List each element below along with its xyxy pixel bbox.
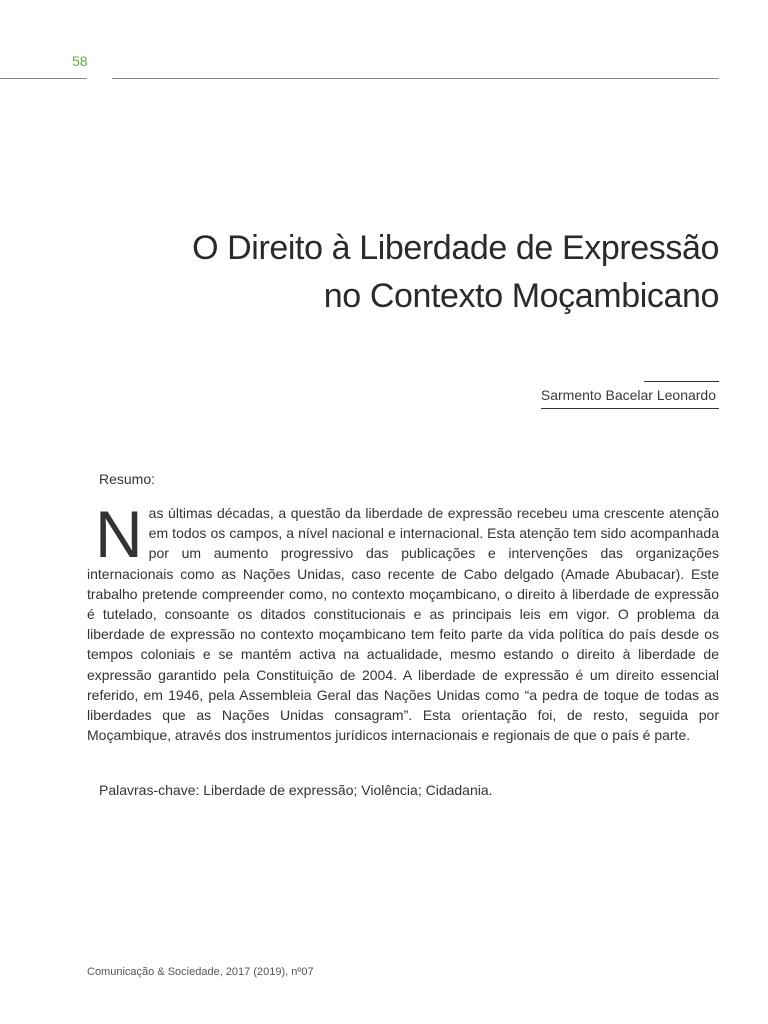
header-rule-left — [0, 78, 87, 79]
author-rule-bottom — [541, 408, 719, 409]
page-number: 58 — [72, 53, 88, 69]
article-title-line-2: no Contexto Moçambicano — [323, 277, 719, 315]
article-title — [99, 224, 719, 320]
header-rule-right — [112, 78, 719, 79]
footer-citation: Comunicação & Sociedade, 2017 (2019), nº07 — [87, 966, 314, 978]
keywords: Palavras-chave: Liberdade de expressão; Violência; Cidadania. — [99, 782, 493, 798]
abstract-dropcap: N — [95, 497, 143, 571]
abstract-body — [87, 497, 719, 745]
author-name: Sarmento Bacelar Leonardo — [540, 387, 716, 403]
abstract-text: as últimas décadas, a questão da liberdade de expressão recebeu uma crescente atenção em todos os campos, a nível nacional e internacional. Esta atenção tem sido acompanhada por um aumento progressivo das publicações e intervenções das organizações internacionais como as Nações Unidas, caso recente de Cabo delgado (Amade Abubacar). Este trabalho pretende compreender como, no contexto moçambicano, o direito à liberdade de expressão é tutelado, consoante os ditados constitucionais e as principais leis em vigor. O problema da liberdade de expressão no contexto moçambicano tem feito parte da vida política do país desde os tempos coloniais e se mantém activa na actualidade, mesmo estando o direito à liberdade de expressão garantido pela Constituição de 2004. A liberdade de expressão é um direito essencial referido, em 1946, pela Assembleia Geral das Nações Unidas como “a pedra de toque de todas as liberdades que as Nações Unidas consagram”. Esta orientação foi, de resto, seguida por Moçambique, através dos instrumentos jurídicos internacionais e regionais de que o país é parte. — [87, 505, 719, 744]
abstract-label: Resumo: — [99, 471, 156, 487]
author-rule-top — [644, 381, 719, 382]
article-title-line-1: O Direito à Liberdade de Expressão — [192, 229, 719, 267]
